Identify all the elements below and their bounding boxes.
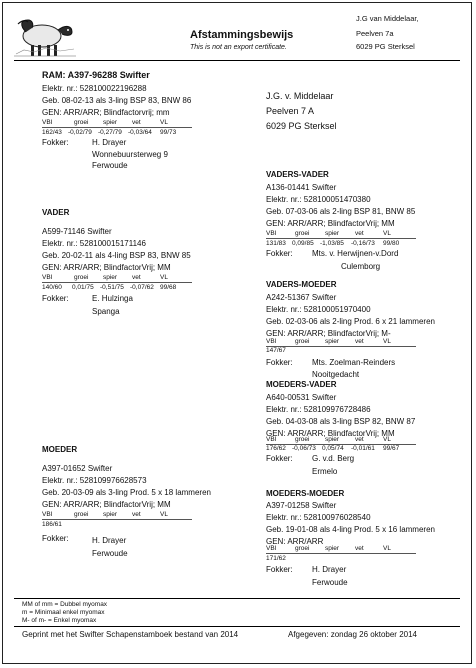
- vm-elektr: Elektr. nr.: 528100051970400: [266, 305, 371, 314]
- legend-line-1: MM of mm = Dubbel myomax: [22, 601, 108, 608]
- stat-value-vbi: 162/43: [42, 129, 62, 136]
- footer-printed: Geprint met het Swifter Schapenstamboek bestand van 2014: [22, 630, 239, 639]
- moeder-elektr: Elektr. nr.: 528109976628573: [42, 476, 147, 485]
- moeder-geb: Geb. 20-03-09 als 3-ling Prod. 5 x 18 lammeren: [42, 488, 211, 497]
- stat-label-spier: spier: [325, 436, 340, 443]
- footer-issued: Afgegeven: zondag 26 oktober 2014: [288, 630, 417, 639]
- stat-label-vl: VL: [160, 119, 168, 126]
- animal-elektr: Elektr. nr.: 528100022196288: [42, 84, 147, 93]
- legend-line-2: m = Minimaal enkel myomax: [22, 609, 105, 616]
- stat-value-groei: -0,02/79: [68, 129, 92, 136]
- fokker-name: H. Drayer: [312, 565, 347, 574]
- footer-divider: [14, 626, 460, 627]
- stat-value-spier: -0,27/79: [98, 129, 122, 136]
- stat-label-vet: vet: [132, 119, 141, 126]
- vv-gen: GEN: ARR/ARR; BlindfactorVrij; MM: [266, 219, 395, 228]
- fokker-name: H. Drayer: [92, 138, 127, 147]
- header-address-1: J.G van Middelaar,: [356, 14, 419, 23]
- sheep-icon: [14, 14, 76, 60]
- stat-value-groei: -0,06/73: [292, 445, 316, 452]
- fokker-city: Culemborg: [341, 262, 381, 271]
- fokker-city: Spanga: [92, 307, 120, 316]
- stat-label-vbi: VBI: [266, 545, 277, 552]
- stat-value-vl: 99/68: [160, 284, 177, 291]
- stat-label-vbi: VBI: [42, 274, 53, 281]
- vader-gen: GEN: ARR/ARR; BlindfactorVrij; MM: [42, 263, 171, 272]
- page-title: Afstammingsbewijs: [190, 29, 294, 41]
- stat-label-vet: vet: [355, 436, 364, 443]
- fokker-city: Nooitgedacht: [312, 370, 360, 379]
- stat-value-vl: 99/67: [383, 445, 400, 452]
- stat-label-vbi: VBI: [266, 436, 277, 443]
- fokker-label: Fokker:: [42, 138, 69, 147]
- stat-value-vbi: 171/62: [266, 555, 286, 562]
- animal-gen: GEN: ARR/ARR; Blindfactorvrij; mm: [42, 108, 170, 117]
- stat-label-vet: vet: [355, 545, 364, 552]
- mv-geb: Geb. 04-03-08 als 3-ling BSP 82, BNW 87: [266, 417, 416, 426]
- stat-value-groei: 0,01/75: [72, 284, 94, 291]
- mv-id: A640-00531 Swifter: [266, 393, 337, 402]
- vm-id: A242-51367 Swifter: [266, 293, 337, 302]
- fokker-name: H. Drayer: [92, 536, 127, 545]
- stat-value-vet: -0,16/73: [351, 240, 375, 247]
- stat-value-spier: -1,03/85: [320, 240, 344, 247]
- stat-label-spier: spier: [325, 338, 340, 345]
- moeder-gen: GEN: ARR/ARR; BlindfactorVrij; MM: [42, 500, 171, 509]
- stat-value-spier: -0,51/75: [100, 284, 124, 291]
- stat-value-vbi: 131/83: [266, 240, 286, 247]
- fokker-city: Ferwoude: [312, 578, 348, 587]
- owner-city: 6029 PG Sterksel: [266, 121, 337, 131]
- stat-value-vet: -0,03/64: [128, 129, 152, 136]
- stat-divider: [266, 238, 416, 239]
- stat-label-groei: groei: [295, 230, 310, 237]
- stat-value-spier: 0,05/74: [322, 445, 344, 452]
- stat-divider: [266, 346, 416, 347]
- header-address-3: 6029 PG Sterksel: [356, 42, 415, 51]
- mm-gen: GEN: ARR/ARR: [266, 537, 324, 546]
- stat-label-groei: groei: [74, 274, 89, 281]
- section-moeder: MOEDER: [42, 445, 78, 454]
- fokker-label: Fokker:: [42, 294, 69, 303]
- fokker-label: Fokker:: [266, 249, 293, 258]
- stat-label-groei: groei: [74, 119, 89, 126]
- stat-label-vet: vet: [132, 274, 141, 281]
- moeder-id: A397-01652 Swifter: [42, 464, 113, 473]
- stat-label-vbi: VBI: [266, 230, 277, 237]
- vv-elektr: Elektr. nr.: 528100051470380: [266, 195, 371, 204]
- fokker-label: Fokker:: [42, 534, 69, 543]
- stat-label-spier: spier: [103, 274, 118, 281]
- stat-label-vl: VL: [383, 436, 391, 443]
- stat-label-spier: spier: [103, 511, 118, 518]
- stat-value-vet: -0,07/62: [130, 284, 154, 291]
- stat-label-spier: spier: [325, 545, 340, 552]
- stat-label-spier: spier: [103, 119, 118, 126]
- legend-line-3: M- of m- = Enkel myomax: [22, 617, 97, 624]
- stat-divider: [42, 282, 192, 283]
- fokker-city: Ferwoude: [92, 549, 128, 558]
- stat-value-vbi: 140/60: [42, 284, 62, 291]
- stat-value-vl: 99/73: [160, 129, 177, 136]
- stat-label-vl: VL: [160, 274, 168, 281]
- stat-label-vbi: VBI: [42, 119, 53, 126]
- fokker-label: Fokker:: [266, 454, 293, 463]
- stat-value-vbi: 186/61: [42, 521, 62, 528]
- owner-street: Peelven 7 A: [266, 106, 315, 116]
- animal-title: RAM: A397-96288 Swifter: [42, 70, 150, 80]
- fokker-name: E. Hulzinga: [92, 294, 133, 303]
- stat-label-vl: VL: [383, 230, 391, 237]
- stat-value-vl: 99/80: [383, 240, 400, 247]
- fokker-name: Mts. v. Herwijnen-v.Dord: [312, 249, 399, 258]
- fokker-city: Ermelo: [312, 467, 338, 476]
- fokker-label: Fokker:: [266, 565, 293, 574]
- section-vaders-vader: VADERS-VADER: [266, 170, 329, 179]
- mm-elektr: Elektr. nr.: 528100976028540: [266, 513, 371, 522]
- header-divider: [14, 60, 460, 61]
- stat-label-vl: VL: [160, 511, 168, 518]
- stat-divider: [42, 127, 192, 128]
- section-moeders-moeder: MOEDERS-MOEDER: [266, 489, 345, 498]
- mm-geb: Geb. 19-01-08 als 4-ling Prod. 5 x 16 lammeren: [266, 525, 435, 534]
- fokker-city: Ferwoude: [92, 161, 128, 170]
- vm-gen: GEN: ARR/ARR; BlindfactorVrij; M-: [266, 329, 391, 338]
- stat-label-vet: vet: [355, 338, 364, 345]
- stat-divider: [266, 553, 416, 554]
- header-address-2: Peelven 7a: [356, 29, 394, 38]
- stat-label-vbi: VBI: [42, 511, 53, 518]
- mm-id: A397-01258 Swifter: [266, 501, 337, 510]
- stat-label-groei: groei: [295, 436, 310, 443]
- owner-name: J.G. v. Middelaar: [266, 91, 334, 101]
- mv-gen: GEN: ARR/ARR; BlindfactorVrij; MM: [266, 429, 395, 438]
- stat-value-vbi: 176/62: [266, 445, 286, 452]
- stat-divider: [42, 519, 192, 520]
- stat-label-vbi: VBI: [266, 338, 277, 345]
- stat-label-spier: spier: [325, 230, 340, 237]
- section-vader: VADER: [42, 208, 70, 217]
- vm-geb: Geb. 02-03-06 als 2-ling Prod. 6 x 21 lammeren: [266, 317, 435, 326]
- fokker-name: G. v.d. Berg: [312, 454, 355, 463]
- stat-label-vl: VL: [383, 545, 391, 552]
- section-vaders-moeder: VADERS-MOEDER: [266, 280, 337, 289]
- fokker-street: Wonnebuursterweg 9: [92, 150, 168, 159]
- stat-label-vet: vet: [132, 511, 141, 518]
- vader-geb: Geb. 20-02-11 als 4-ling BSP 83, BNW 85: [42, 251, 191, 260]
- animal-geb: Geb. 08-02-13 als 3-ling BSP 83, BNW 86: [42, 96, 192, 105]
- stat-label-vet: vet: [355, 230, 364, 237]
- vader-elektr: Elektr. nr.: 528100015171146: [42, 239, 146, 248]
- fokker-label: Fokker:: [266, 358, 293, 367]
- stat-label-groei: groei: [295, 338, 310, 345]
- stat-label-groei: groei: [295, 545, 310, 552]
- vader-id: A599-71146 Swifter: [42, 227, 112, 236]
- legend-divider: [14, 598, 460, 599]
- stat-label-vl: VL: [383, 338, 391, 345]
- fokker-name: Mts. Zoelman-Reinders: [312, 358, 396, 367]
- vv-id: A136-01441 Swifter: [266, 183, 337, 192]
- page-subtitle: This is not an export certificate.: [190, 44, 287, 51]
- stat-value-groei: 0,09/85: [292, 240, 314, 247]
- vv-geb: Geb. 07-03-06 als 2-ling BSP 81, BNW 85: [266, 207, 416, 216]
- stat-value-vet: -0,01/61: [351, 445, 375, 452]
- stat-value-vbi: 147/67: [266, 347, 286, 354]
- stat-label-groei: groei: [74, 511, 89, 518]
- section-moeders-vader: MOEDERS-VADER: [266, 380, 337, 389]
- mv-elektr: Elektr. nr.: 528109976728486: [266, 405, 371, 414]
